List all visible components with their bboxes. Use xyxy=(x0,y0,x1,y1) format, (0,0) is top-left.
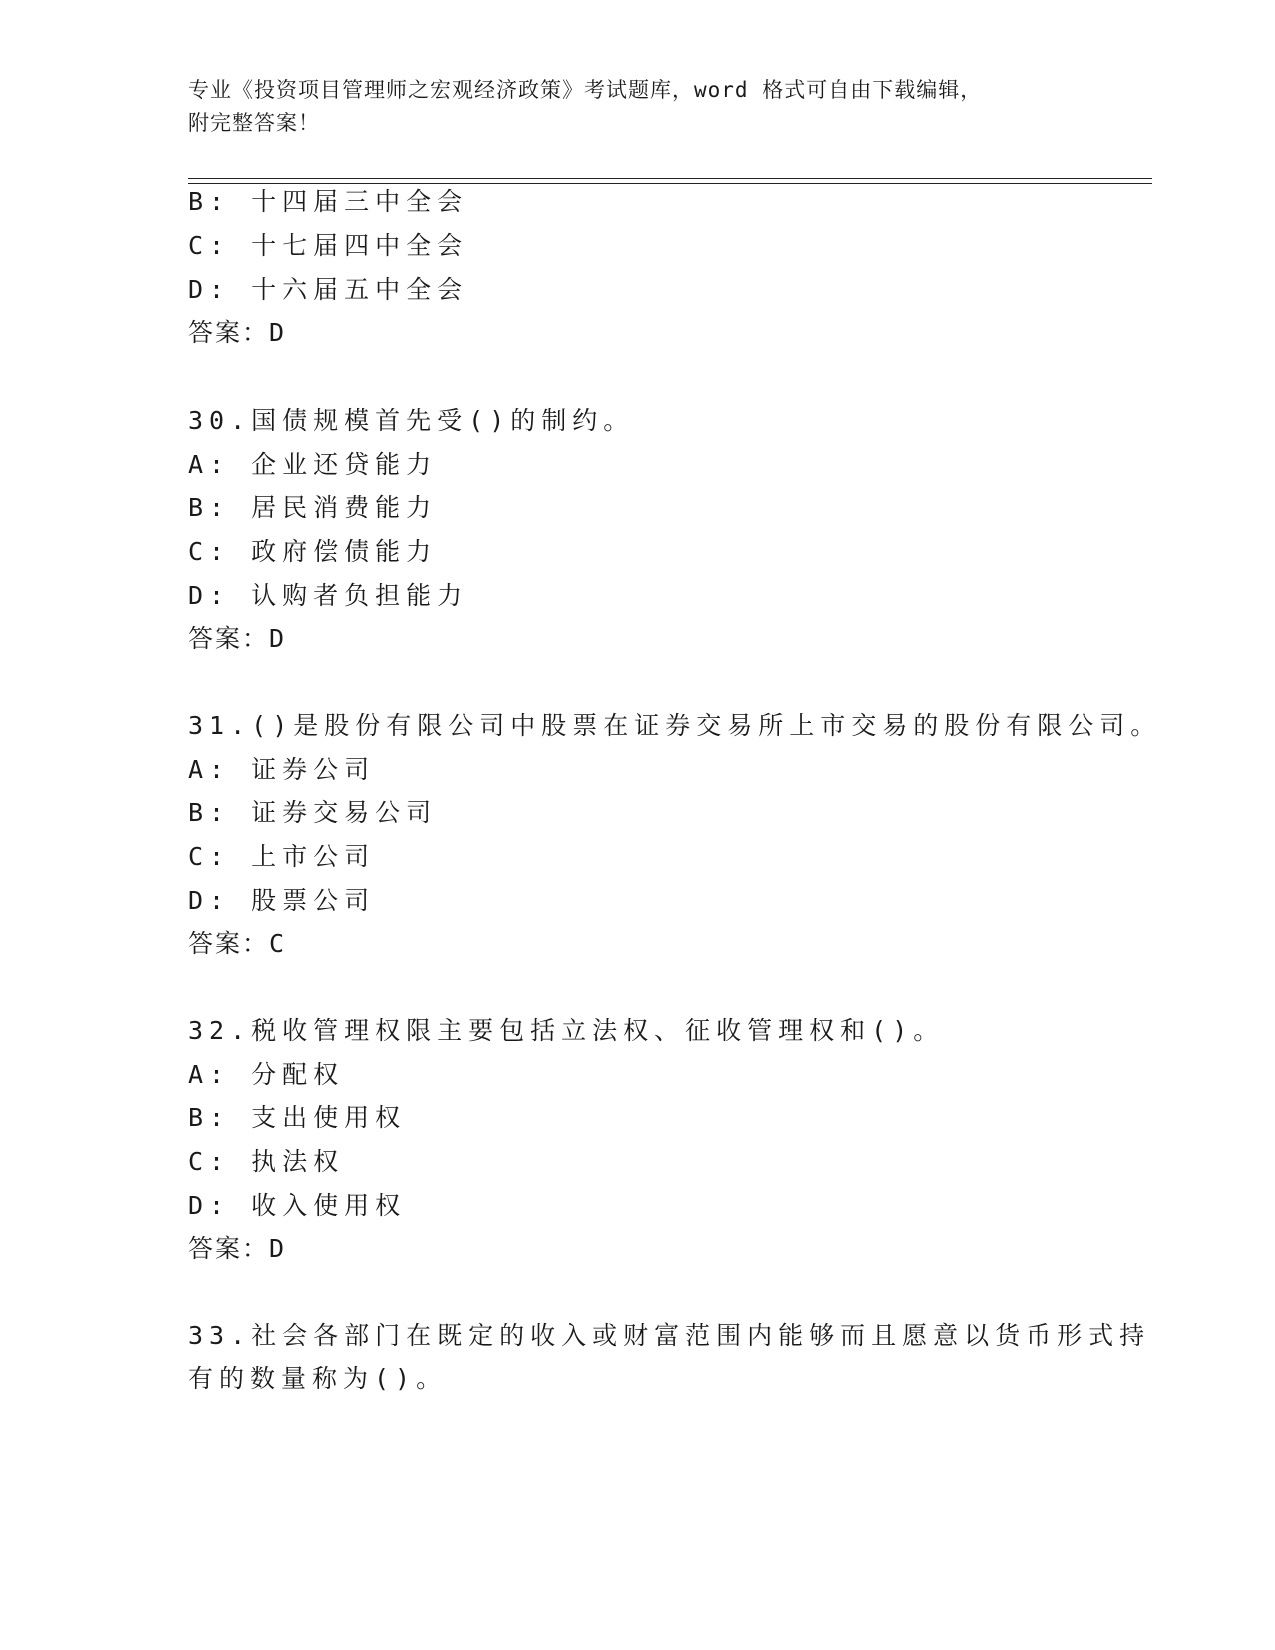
option-d: D: 十六届五中全会 xyxy=(188,275,469,304)
option-b: B: 支出使用权 xyxy=(188,1103,407,1132)
answer-value: D xyxy=(269,1234,287,1263)
answer-line xyxy=(188,929,286,959)
option-a: A: 证券公司 xyxy=(188,755,376,784)
answer-line xyxy=(188,318,286,348)
option-c: C: 十七届四中全会 xyxy=(188,231,469,260)
question-stem-line-2: 有的数量称为()。 xyxy=(188,1364,448,1393)
answer-line xyxy=(188,624,286,654)
answer-value: D xyxy=(269,624,287,653)
option-c: C: 政府偿债能力 xyxy=(188,537,438,566)
option-c: C: 上市公司 xyxy=(188,842,376,871)
header-line-2: 附完整答案！ xyxy=(188,111,320,135)
option-d: D: 股票公司 xyxy=(188,886,376,915)
option-a: A: 企业还贷能力 xyxy=(188,450,438,479)
question-stem: 31.()是股份有限公司中股票在证券交易所上市交易的股份有限公司。 xyxy=(188,711,1162,740)
answer-label: 答案： xyxy=(188,929,270,958)
answer-line xyxy=(188,1234,286,1264)
header-divider-top xyxy=(188,178,1152,179)
answer-label: 答案： xyxy=(188,1234,270,1263)
option-d: D: 认购者负担能力 xyxy=(188,581,469,610)
question-stem: 32.税收管理权限主要包括立法权、征收管理权和()。 xyxy=(188,1016,945,1045)
answer-label: 答案： xyxy=(188,624,270,653)
header-line-1: 专业《投资项目管理师之宏观经济政策》考试题库，word 格式可自由下载编辑， xyxy=(188,78,983,102)
option-b: B: 证券交易公司 xyxy=(188,798,438,827)
question-stem: 30.国债规模首先受()的制约。 xyxy=(188,406,635,435)
answer-value: C xyxy=(269,929,287,958)
option-a: A: 分配权 xyxy=(188,1060,345,1089)
option-b: B: 十四届三中全会 xyxy=(188,187,469,216)
question-stem-line-1: 33.社会各部门在既定的收入或财富范围内能够而且愿意以货币形式持 xyxy=(188,1321,1151,1350)
header-divider-bottom xyxy=(188,183,1152,184)
answer-label: 答案： xyxy=(188,318,270,347)
document-header xyxy=(188,74,1088,140)
option-b: B: 居民消费能力 xyxy=(188,493,438,522)
option-c: C: 执法权 xyxy=(188,1147,345,1176)
answer-value: D xyxy=(269,318,287,347)
option-d: D: 收入使用权 xyxy=(188,1191,407,1220)
